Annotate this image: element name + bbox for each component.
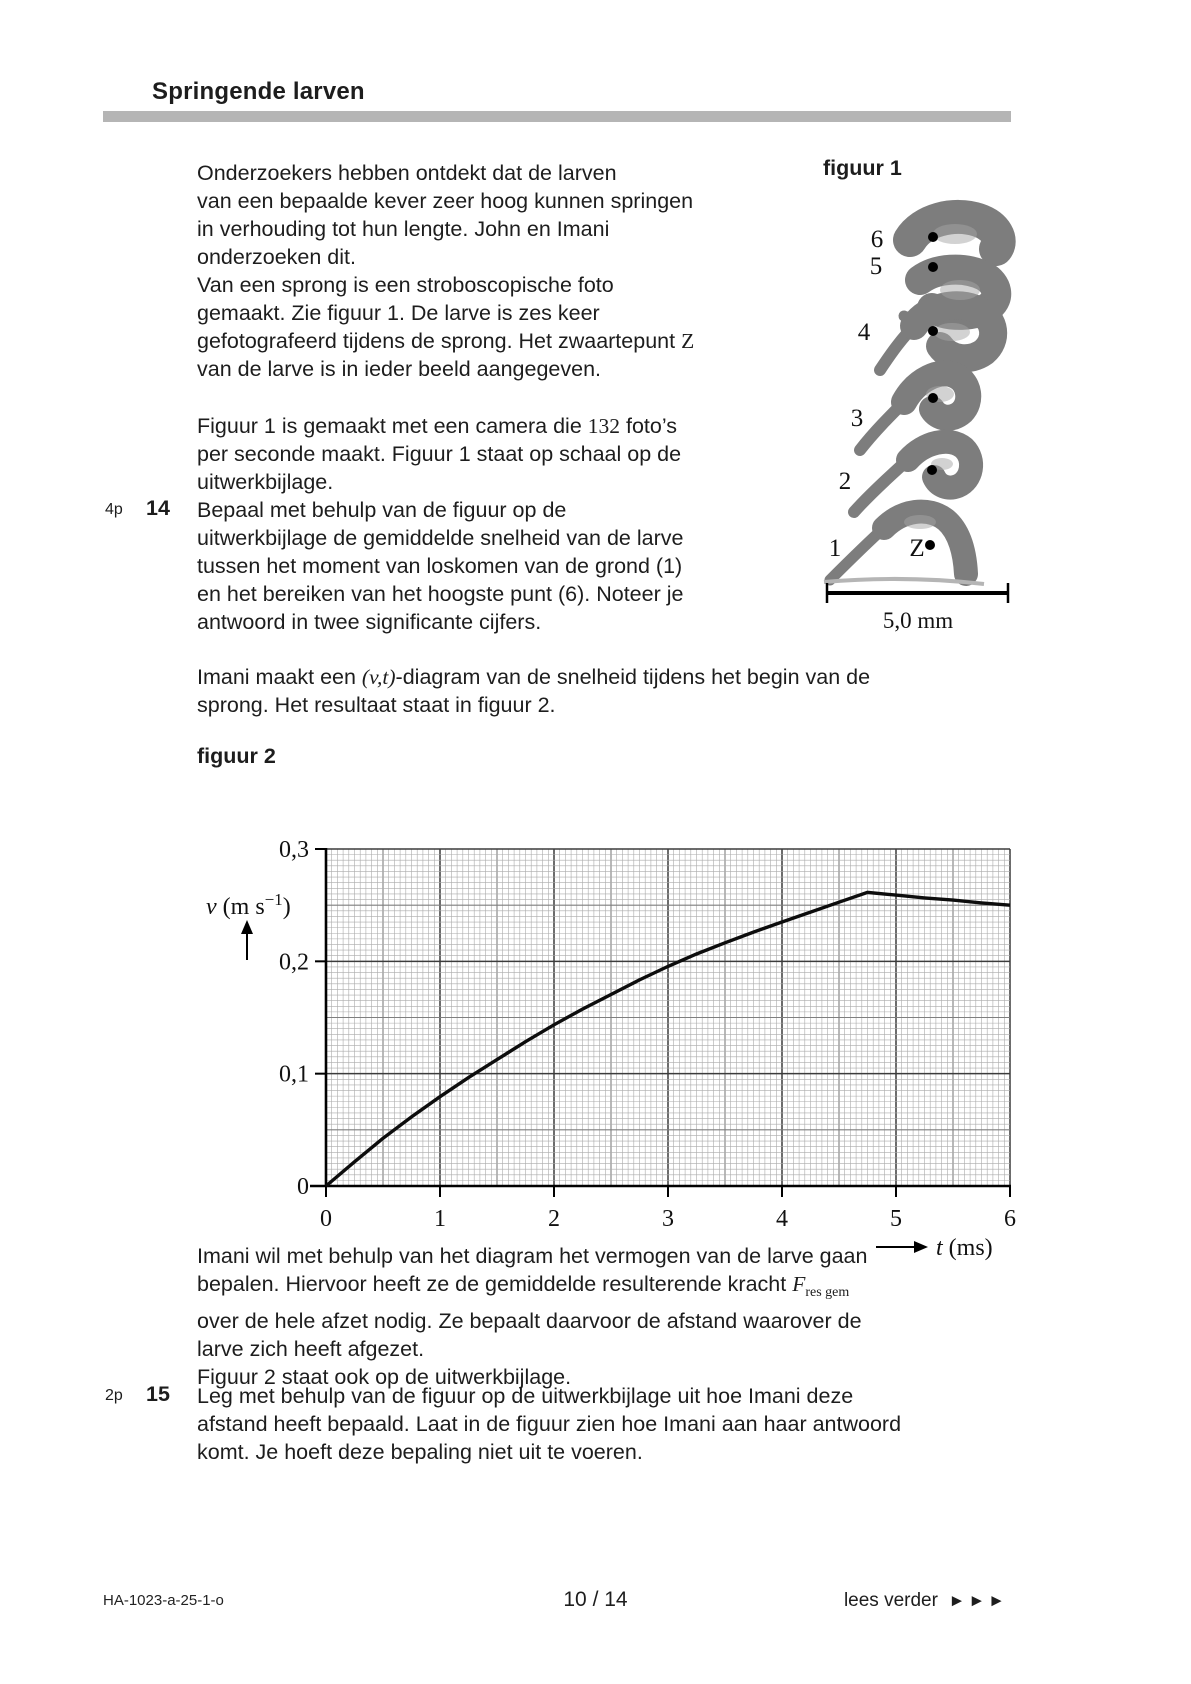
label-1: 1 bbox=[828, 535, 842, 562]
q15-text bbox=[197, 1382, 901, 1466]
block2-l1c: foto’s bbox=[620, 414, 678, 438]
x-tick-label: 1 bbox=[434, 1206, 446, 1232]
figure1-image bbox=[770, 150, 1040, 650]
x-tick-label: 3 bbox=[662, 1206, 674, 1232]
power-paragraph bbox=[197, 1242, 867, 1391]
text-line: sprong. Het resultaat staat in figuur 2. bbox=[197, 693, 556, 717]
figure2-title: figuur 2 bbox=[197, 744, 276, 768]
text-line: en het bereiken van het hoogste punt (6). Noteer je bbox=[197, 582, 684, 606]
text-line: Leg met behulp van de figuur op de uitwerkbijlage uit hoe Imani deze bbox=[197, 1384, 854, 1408]
text-line: per seconde maakt. Figuur 1 staat op schaal op de bbox=[197, 442, 682, 466]
title-rule bbox=[103, 111, 1011, 122]
intro-line7: gefotografeerd tijdens de sprong. Het zwaartepunt bbox=[197, 329, 682, 353]
label-2: 2 bbox=[838, 468, 852, 495]
y-axis-label: v (m $s^{-1}$) bbox=[206, 890, 291, 920]
text-line bbox=[197, 1270, 867, 1307]
y-axis-arrow-head-icon bbox=[241, 920, 253, 934]
x-tick-label: 6 bbox=[1004, 1206, 1016, 1232]
scale-bar bbox=[827, 583, 1008, 603]
dot-5 bbox=[928, 262, 938, 272]
footer-page-number: 10 / 14 bbox=[563, 1588, 628, 1611]
block2-lines bbox=[197, 440, 681, 496]
text-line: afstand heeft bepaald. Laat in de figuur zien hoe Imani aan haar antwoord bbox=[197, 1412, 902, 1436]
text-line bbox=[197, 663, 870, 691]
text-line: over de hele afzet nodig. Ze bepaalt daarvoor de afstand waarover de bbox=[197, 1309, 862, 1333]
text-line: antwoord in twee significante cijfers. bbox=[197, 610, 542, 634]
text-line: uitwerkbijlage. bbox=[197, 470, 334, 494]
text-line: larve zich heeft afgezet. bbox=[197, 1337, 425, 1361]
y-tick-label: 0,1 bbox=[279, 1061, 309, 1088]
para3-l1a: Imani maakt een bbox=[197, 665, 362, 689]
label-4: 4 bbox=[857, 319, 871, 346]
q15-points: 2p bbox=[105, 1387, 123, 1404]
text-line: tussen het moment van loskomen van de grond (1) bbox=[197, 554, 683, 578]
text-line: van de larve is in ieder beeld aangegeven. bbox=[197, 357, 602, 381]
x-axis-arrow-head-icon bbox=[914, 1241, 928, 1253]
label-6: 6 bbox=[870, 226, 884, 253]
page-title: Springende larven bbox=[152, 78, 365, 105]
intro-paragraph bbox=[197, 159, 694, 383]
dot-6 bbox=[928, 232, 938, 242]
text-line bbox=[197, 327, 694, 355]
text-line: Van een sprong is een stroboscopische foto bbox=[197, 273, 614, 297]
camera-paragraph bbox=[197, 412, 681, 496]
text-line: komt. Je hoeft deze bepaling niet uit te voeren. bbox=[197, 1440, 643, 1464]
label-Z: Z bbox=[909, 535, 925, 562]
para3-l1c: -diagram van de snelheid tijdens het begin van de bbox=[395, 665, 871, 689]
vt-symbol: (v,t) bbox=[361, 665, 396, 689]
label-3: 3 bbox=[850, 405, 864, 432]
q14-number: 14 bbox=[146, 496, 170, 520]
intro-lines bbox=[197, 159, 694, 327]
footer-continue-text: lees verder bbox=[843, 1590, 938, 1611]
y-tick-label: 0 bbox=[297, 1174, 309, 1200]
q14-points: 4p bbox=[105, 501, 123, 518]
footer-document-code: HA-1023-a-25-1-o bbox=[103, 1592, 224, 1609]
block2-l1a: Figuur 1 is gemaakt met een camera die bbox=[197, 414, 588, 438]
q15-number: 15 bbox=[146, 1382, 170, 1406]
text-line bbox=[197, 412, 681, 440]
vt-diagram bbox=[180, 826, 1080, 1286]
text-line: in verhouding tot hun lengte. John en Imani bbox=[197, 217, 610, 241]
dot-1 bbox=[925, 540, 935, 550]
text-line: Bepaal met behulp van de figuur op de bbox=[197, 498, 567, 522]
scale-label: 5,0 mm bbox=[882, 608, 954, 633]
dot-2 bbox=[927, 465, 937, 475]
x-tick-label: 0 bbox=[320, 1206, 332, 1232]
text-line: van een bepaalde kever zeer hoog kunnen springen bbox=[197, 189, 694, 213]
symbol-Z: Z bbox=[681, 329, 695, 353]
text-line: gemaakt. Zie figuur 1. De larve is zes keer bbox=[197, 301, 600, 325]
para4-lines bbox=[197, 1307, 867, 1391]
figure1 bbox=[770, 150, 1040, 650]
x-tick-label: 4 bbox=[776, 1206, 788, 1232]
x-tick-label: 2 bbox=[548, 1206, 560, 1232]
number-132: 132 bbox=[587, 414, 621, 438]
force-symbol: F bbox=[792, 1272, 806, 1296]
label-5: 5 bbox=[869, 253, 883, 280]
y-tick-label: 0,3 bbox=[279, 837, 309, 863]
text-line: Imani wil met behulp van het diagram het vermogen van de larve gaan bbox=[197, 1244, 868, 1268]
q14-text bbox=[197, 496, 683, 636]
figure1-title: figuur 1 bbox=[823, 156, 902, 180]
text-line: onderzoeken dit. bbox=[197, 245, 356, 269]
text-line: uitwerkbijlage de gemiddelde snelheid van de larve bbox=[197, 526, 684, 550]
x-tick-label: 5 bbox=[890, 1206, 902, 1232]
continue-arrows-icon: ►►► bbox=[948, 1591, 1008, 1610]
ground-line bbox=[824, 579, 984, 584]
vt-paragraph bbox=[197, 663, 870, 719]
y-tick-label: 0,2 bbox=[279, 949, 309, 976]
text-line: Figuur 2 staat ook op de uitwerkbijlage. bbox=[197, 1365, 572, 1389]
dot-4 bbox=[928, 326, 938, 336]
x-axis-label: t (ms) bbox=[936, 1235, 993, 1261]
footer-continue bbox=[844, 1590, 1008, 1612]
dot-3 bbox=[928, 393, 938, 403]
text-line: Onderzoekers hebben ontdekt dat de larven bbox=[197, 161, 617, 185]
para4-l2a: bepalen. Hiervoor heeft ze de gemiddelde resulterende kracht bbox=[197, 1272, 793, 1296]
force-subscript: res gem bbox=[805, 1285, 850, 1300]
figure2-chart bbox=[180, 826, 1080, 1286]
